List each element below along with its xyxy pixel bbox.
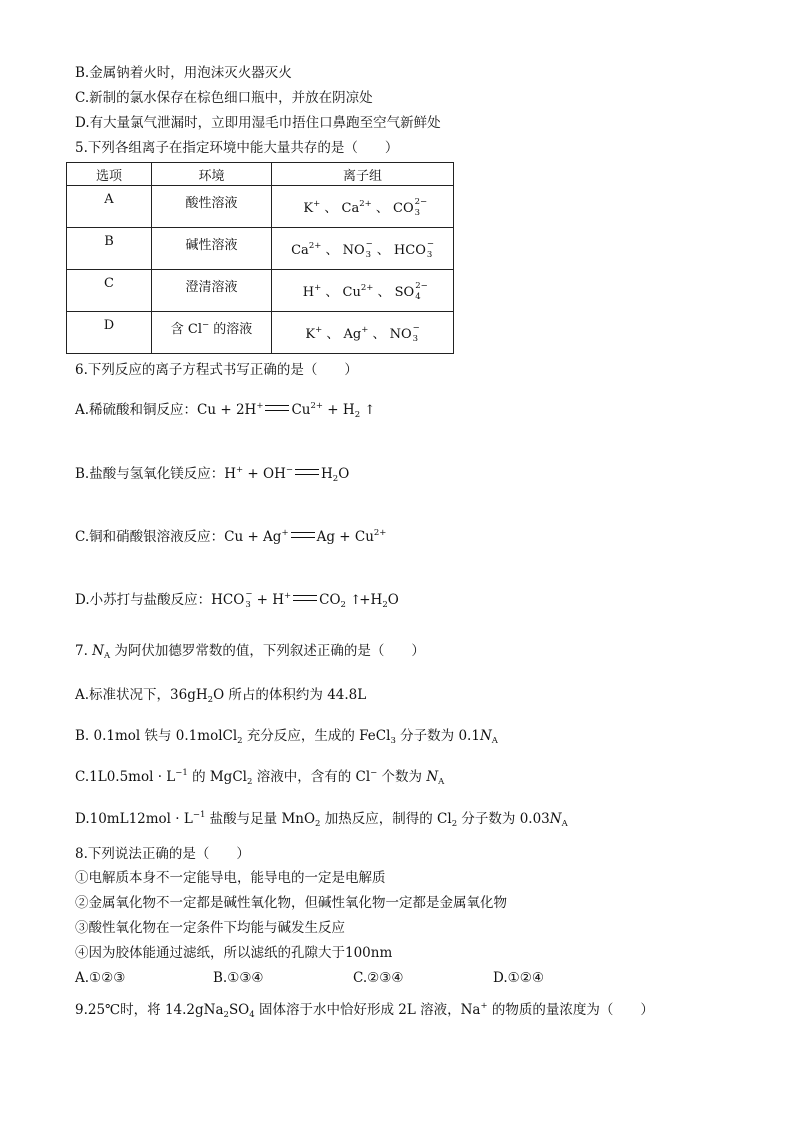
q7-option-a: A.标准状况下，$36gH_2O$ 所占的体积约为 44.8L	[75, 687, 367, 705]
ion-group-a: K+ 、 $Ca^{2+}$ 、 CO 2− 3	[303, 197, 428, 218]
ion-group-b: $Ca^{2+}$ 、 NO − 3 、 HCO − 3	[291, 239, 434, 260]
row-option: A	[104, 192, 114, 207]
q7-option-c: $C.1L0.5mol \cdot L^{-1}$ 的 MgCl$_2$ 溶液中，含有的 Cl− 个数为 $N_A$	[75, 768, 445, 787]
row-option: C	[104, 276, 114, 291]
q9-stem: 9.25℃时，将 $14.2gNa_2SO_4$ 固体溶于水中恰好形成 2L 溶液，Na+ 的物质的量浓度为（ ）	[75, 1001, 654, 1020]
q7-option-d: $D.10mL12mol \cdot L^{-1}$ 盐酸与足量 MnO$_2$ 加热反应，制得的 $Cl_2$ 分子数为 $0.03N_A$	[75, 810, 568, 829]
q6-option-a: A.稀硫酸和铜反应：Cu + 2H+ $Cu^{2+} + H_2$ ↑	[75, 401, 376, 420]
q6-option-d: D.小苏打与盐酸反应：HCO − 3 + H+ $CO_2$ $↑+H_2O$	[75, 589, 399, 610]
q8-choice-a: A.①②③	[75, 970, 126, 986]
header-option: 选项	[67, 163, 152, 186]
q4-option-d: D.有大量氯气泄漏时，立即用湿毛巾捂住口鼻跑至空气新鲜处	[75, 115, 441, 131]
q8-statement-2: ②金属氧化物不一定都是碱性氧化物，但碱性氧化物一定都是金属氧化物	[75, 895, 507, 911]
q8-statement-1: ①电解质本身不一定能导电，能导电的一定是电解质	[75, 870, 386, 886]
table-row	[67, 270, 454, 312]
row-environment: 澄清溶液	[185, 280, 238, 295]
header-ion-group: 离子组	[272, 163, 454, 186]
q5-stem: 5.下列各组离子在指定环境中能大量共存的是（ ）	[75, 140, 399, 156]
row-environment: 含 Cl− 的溶液	[170, 320, 253, 337]
q8-choice-c: C.②③④	[353, 970, 404, 986]
q8-choice-d: D.①②④	[493, 970, 544, 986]
q6-option-c: C.铜和硝酸银溶液反应：Cu + Ag+ $Ag + Cu^{2+}$	[75, 528, 387, 545]
ion-group-c: H+ 、 $Cu^{2+}$ 、 SO 2− 4	[302, 281, 428, 302]
q6-stem: 6.下列反应的离子方程式书写正确的是（ ）	[75, 362, 358, 378]
q8-stem: 8.下列说法正确的是（ ）	[75, 846, 250, 862]
q4-option-c: C.新制的氯水保存在棕色细口瓶中，并放在阴凉处	[75, 90, 373, 106]
q7-stem: 7. $N_A$ 为阿伏加德罗常数的值，下列叙述正确的是（ ）	[75, 643, 425, 661]
row-option: D	[103, 318, 115, 333]
q5-ion-table	[66, 162, 454, 354]
q7-option-b: B. 0.1mol 铁与 0.1molCl$_2$ 充分反应，生成的 FeCl$_3$ 分子数为 $0.1N_A$	[75, 728, 498, 746]
row-option: B	[104, 234, 114, 249]
table-header-row	[67, 163, 454, 186]
table-row	[67, 228, 454, 270]
header-environment: 环境	[152, 163, 272, 186]
q8-statement-4: ④因为胶体能通过滤纸，所以滤纸的孔隙大于100nm	[75, 945, 393, 961]
row-environment: 酸性溶液	[185, 196, 238, 211]
row-environment: 碱性溶液	[185, 238, 238, 253]
ion-group-d: K+ 、 Ag+ 、 NO − 3	[305, 323, 420, 344]
table-row	[67, 312, 454, 354]
q6-option-b: B.盐酸与氢氧化镁反应：H+ + OH− $H_2O$	[75, 465, 350, 484]
q8-choices	[75, 969, 635, 987]
q8-choice-b: B.①③④	[213, 970, 264, 986]
table-row	[67, 186, 454, 228]
q8-statement-3: ③酸性氧化物在一定条件下均能与碱发生反应	[75, 920, 345, 936]
q4-option-b: B.金属钠着火时，用泡沫灭火器灭火	[75, 65, 292, 81]
